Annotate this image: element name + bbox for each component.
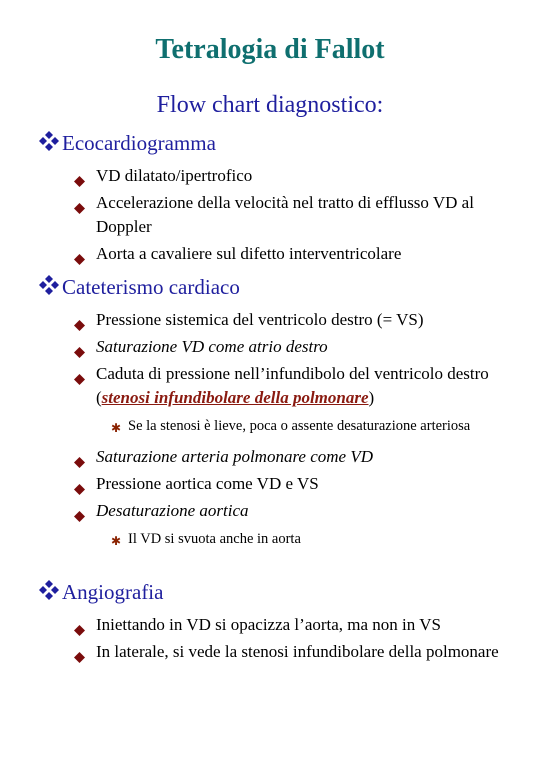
- list-item: [0, 613, 540, 637]
- diamond-icon: [74, 248, 85, 259]
- diamond-icon: [74, 451, 85, 462]
- list-item-text-before: Caduta di pressione nell’infundibolo del ventricolo destro (: [96, 364, 489, 407]
- asterisk-icon: ✱: [111, 534, 122, 548]
- sub-note-text: Il VD si svuota anche in aorta: [128, 531, 301, 547]
- diamond-icon: [74, 197, 85, 208]
- list-item: [0, 472, 540, 496]
- list-item-text: Desaturazione aortica: [96, 501, 249, 520]
- list-item-text: Accelerazione della velocità nel tratto di efflusso VD al Doppler: [96, 193, 474, 236]
- list-item-text: Saturazione arteria polmonare come VD: [96, 447, 374, 466]
- section-heading-label: Cateterismo cardiaco: [62, 275, 240, 299]
- section-cateterismo: [0, 274, 540, 550]
- diamond-icon: [74, 368, 85, 379]
- list-item-text-after: ): [368, 388, 375, 407]
- page-subtitle: Flow chart diagnostico:: [156, 92, 384, 118]
- diamond-icon: [74, 646, 85, 657]
- list-item-text: [96, 364, 489, 407]
- list-item-text: Iniettando in VD si opacizza l’aorta, ma non in VS: [96, 615, 441, 634]
- list-item-text: Saturazione VD come atrio destro: [96, 337, 328, 356]
- diamond-icon: [74, 341, 85, 352]
- list-item: [0, 164, 540, 188]
- section-heading-label: Angiografia: [62, 580, 164, 604]
- diamond-icon: [74, 314, 85, 325]
- list-item: [0, 308, 540, 332]
- page-title: Tetralogia di Fallot: [155, 34, 385, 65]
- list-item-text: Pressione aortica come VD e VS: [96, 474, 319, 493]
- list-item: [0, 335, 540, 359]
- diamond-icon: [74, 478, 85, 489]
- sub-note-text: Se la stenosi è lieve, poca o assente desaturazione arteriosa: [128, 418, 471, 434]
- diamond-icon: [74, 170, 85, 181]
- list-item: [0, 445, 540, 469]
- clover-icon: [38, 130, 62, 152]
- list-item-text: In laterale, si vede la stenosi infundibolare della polmonare: [96, 642, 499, 661]
- section-heading: [0, 274, 540, 300]
- list-item: [0, 640, 540, 664]
- list-item: [0, 499, 540, 523]
- diamond-icon: [74, 619, 85, 630]
- asterisk-icon: ✱: [111, 421, 122, 435]
- emphasis-text: stenosi infundibolare della polmonare: [101, 388, 369, 407]
- section-heading-label: Ecocardiogramma: [62, 131, 216, 155]
- list-item: [0, 362, 540, 410]
- section-ecocardiogramma: [0, 130, 540, 266]
- diamond-icon: [74, 505, 85, 516]
- list-item: [0, 191, 540, 239]
- clover-icon: [38, 579, 62, 601]
- section-heading: [0, 130, 540, 156]
- section-angiografia: [0, 579, 540, 664]
- list-item-text: VD dilatato/ipertrofico: [96, 166, 253, 185]
- clover-icon: [38, 274, 62, 296]
- section-heading: [0, 579, 540, 605]
- list-item-text: Aorta a cavaliere sul difetto interventricolare: [96, 244, 402, 263]
- list-item: [0, 242, 540, 266]
- list-item-text: Pressione sistemica del ventricolo destro (= VS): [96, 310, 424, 329]
- sub-note: [0, 416, 540, 437]
- sub-note: [0, 529, 540, 550]
